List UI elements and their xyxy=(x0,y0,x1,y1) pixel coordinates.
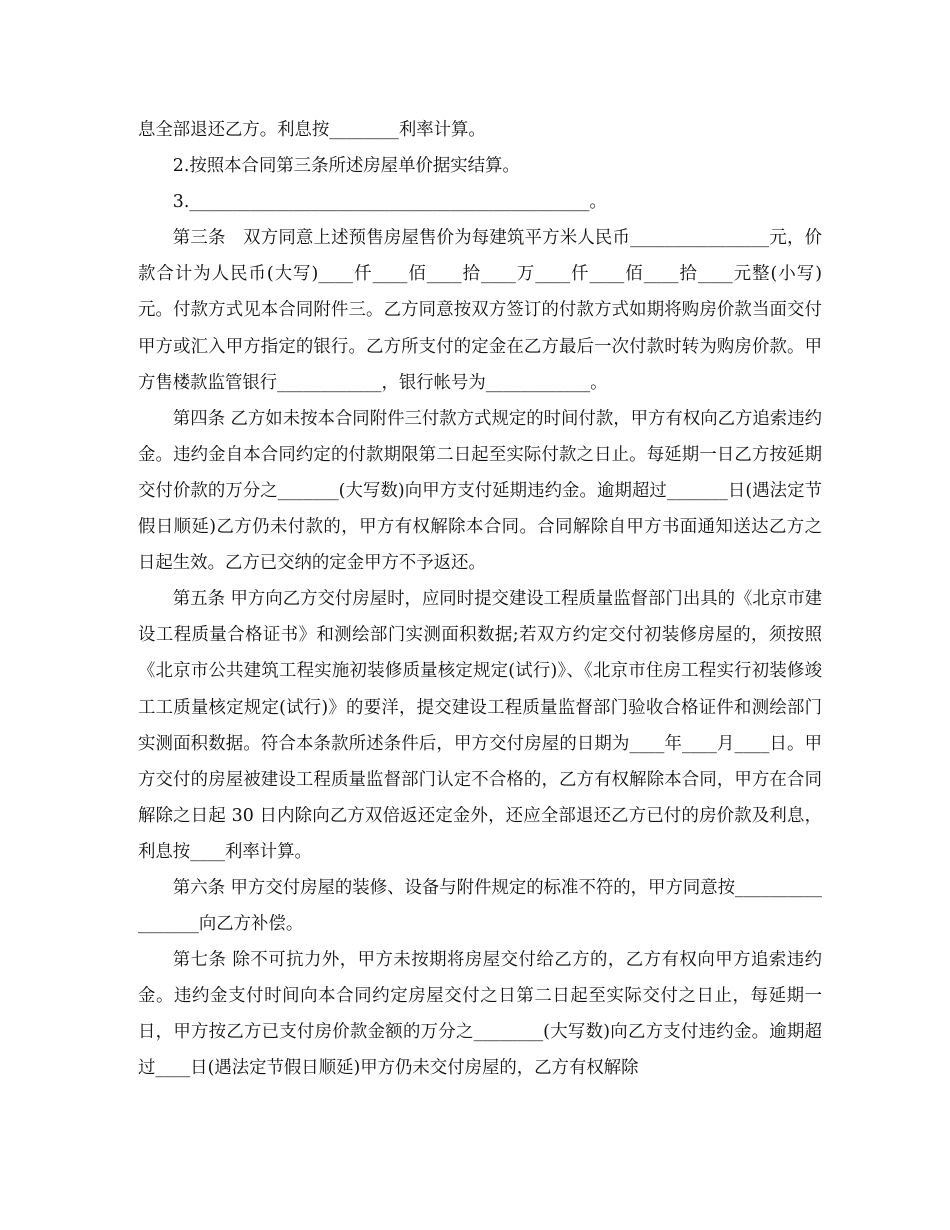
article-7: 第七条 除不可抗力外，甲方未按期将房屋交付给乙方的，乙方有权向甲方追索违约金。违约金支付时间向本合同约定房屋交付之日第二日起至实际交付之日止，每延期一日，甲方按乙方已支付房价款金额的万分之________(大写数)向乙方支付违约金。逾期超过____日(遇法定节假日顺延)甲方仍未交付房屋的，乙方有权解除 xyxy=(138,950,822,1079)
paragraph-1-continuation: 息全部退还乙方。利息按________利率计算。 xyxy=(138,120,486,140)
article-4: 第四条 乙方如未按本合同附件三付款方式规定的时间付款，甲方有权向乙方追索违约金。违约金自本合同约定的付款期限第二日起至实际付款之日止。每延期一日乙方按延期交付价款的万分之_______(大写数)向甲方支付延期违约金。逾期超过_______日(遇法定节假日顺延)乙方仍未付款的，甲方有权解除本合同。合同解除自甲方书面通知送达乙方之日起生效。乙方已交纳的定金甲方不予返还。 xyxy=(138,408,822,574)
paragraph-item-3: 3.______________________________________________。 xyxy=(172,192,607,213)
article-6: 第六条 甲方交付房屋的装修、设备与附件规定的标准不符的，甲方同意按_________________向乙方补偿。 xyxy=(138,877,822,935)
article-3: 第三条 双方同意上述预售房屋售价为每建筑平方米人民币________________元，价款合计为人民币(大写)____仟____佰____拾____万____仟____佰____拾____元整(小写)元。付款方式见本合同附件三。乙方同意按双方签订的付款方式如期将购房价款当面交付甲方或汇入甲方指定的银行。乙方所支付的定金在乙方最后一次付款时转为购房价款。甲方售楼款监管银行____________，银行帐号为____________。 xyxy=(138,228,822,393)
article-5: 第五条 甲方向乙方交付房屋时，应同时提交建设工程质量监督部门出具的《北京市建设工程质量合格证书》和测绘部门实测面积数据;若双方约定交付初装修房屋的，须按照《北京市公共建筑工程实施初装修质量核定规定(试行)》、《北京市住房工程实行初装修竣工工质量核定规定(试行)》的要洋，提交建设工程质量监督部门验收合格证件和测绘部门实测面积数据。符合本条款所述条件后，甲方交付房屋的日期为____年____月____日。甲方交付的房屋被建设工程质量监督部门认定不合格的，乙方有权解除本合同，甲方在合同解除之日起 30 日内除向乙方双倍返还定金外，还应全部退还乙方已付的房价款及利息，利息按____利率计算。 xyxy=(138,589,822,862)
paragraph-item-2: 2.按照本合同第三条所述房屋单价据实结算。 xyxy=(172,156,520,177)
